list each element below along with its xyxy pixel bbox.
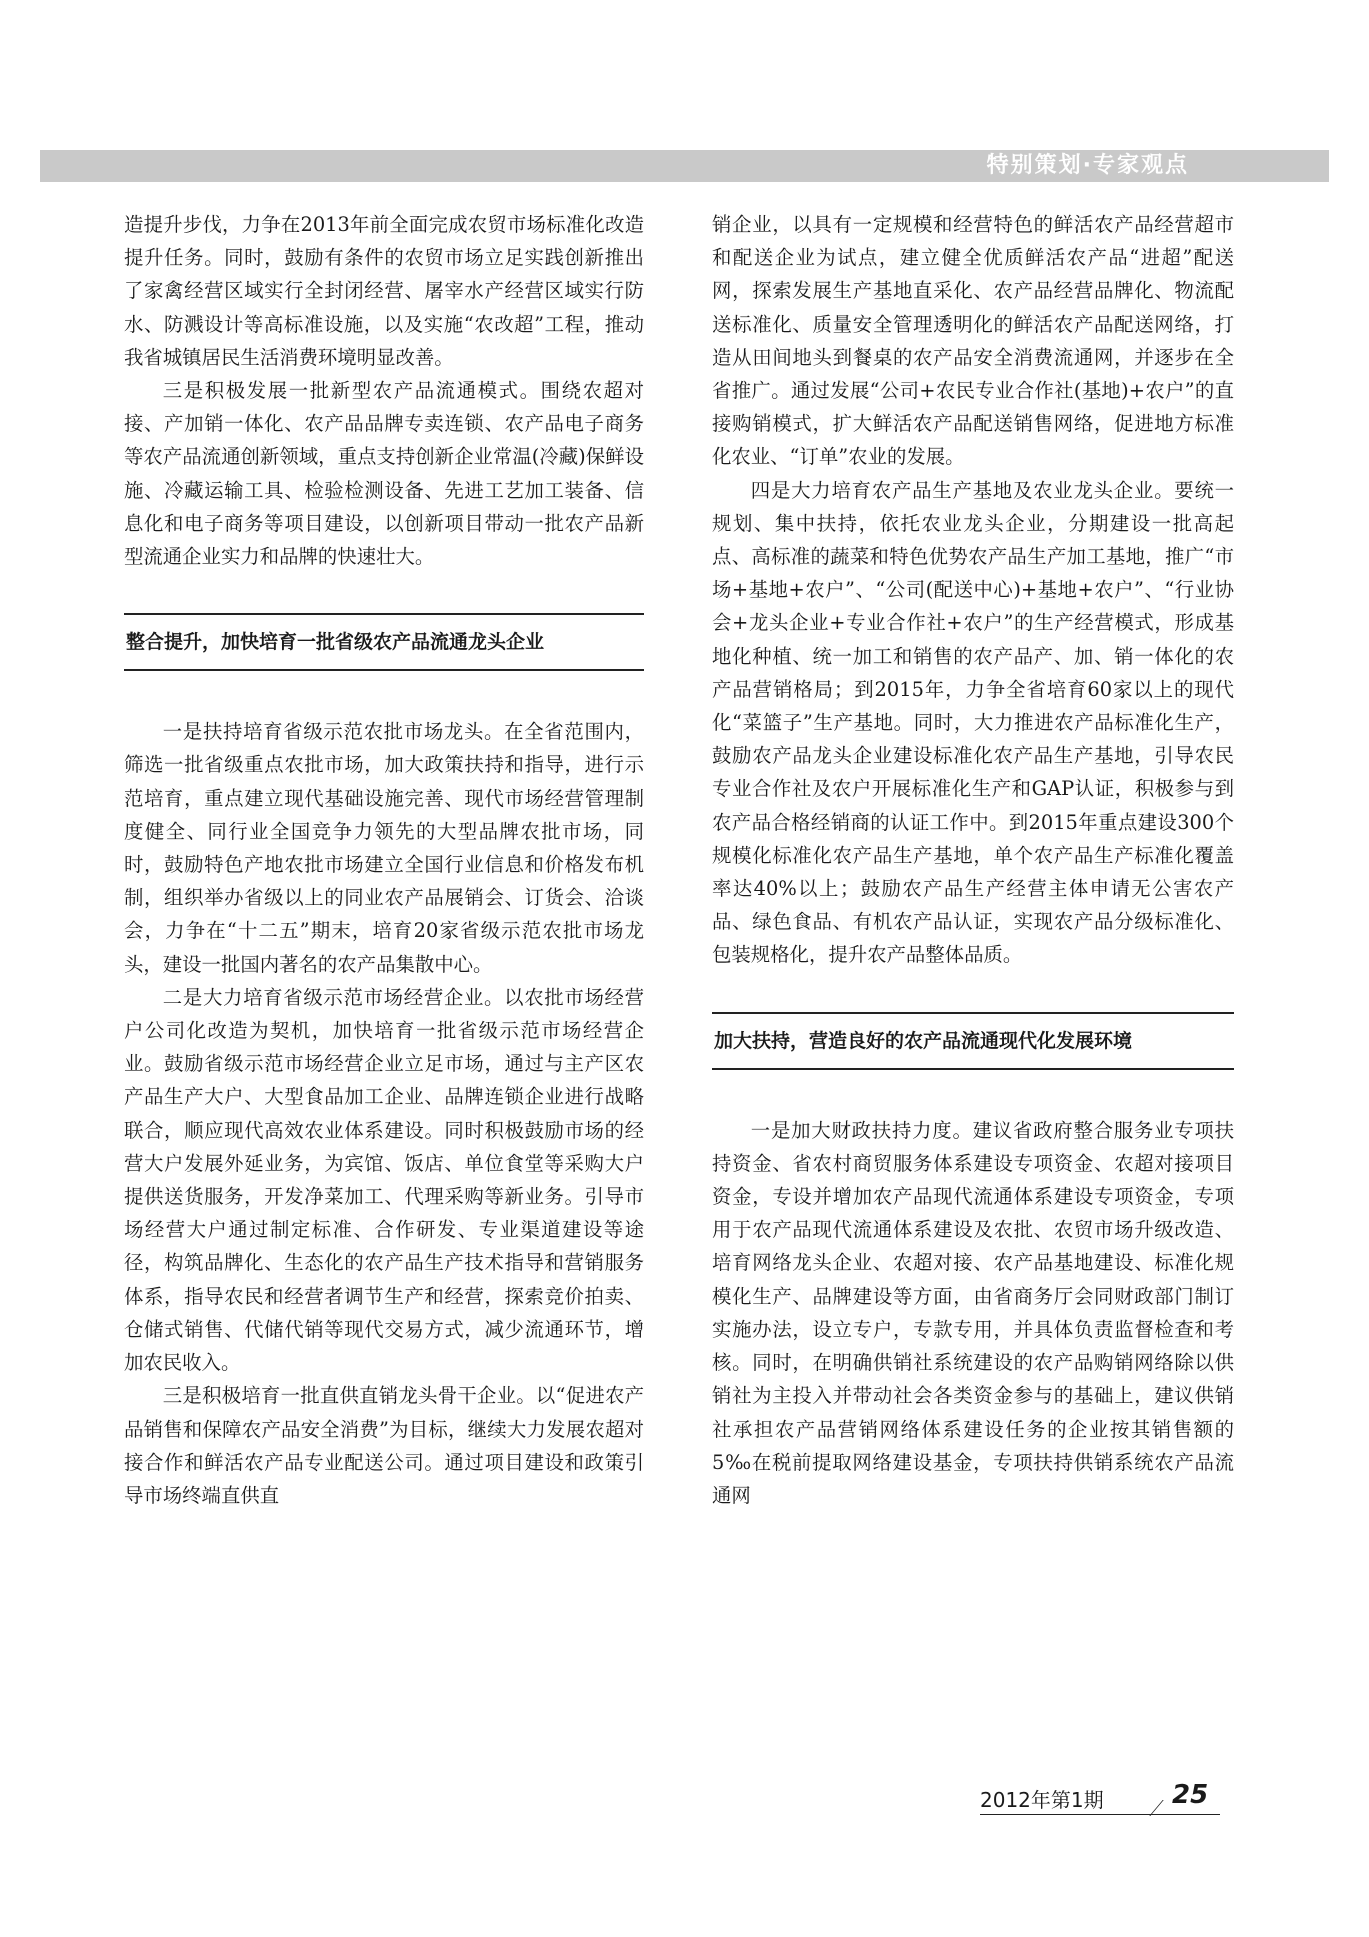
section-heading-support: 加大扶持，营造良好的农产品流通现代化发展环境 bbox=[712, 1012, 1234, 1070]
page-footer bbox=[980, 1780, 1220, 1820]
right-column bbox=[712, 208, 1234, 1512]
left-paragraph-2: 三是积极发展一批新型农产品流通模式。围绕农超对接、产加销一体化、农产品品牌专卖连锁、农产品电子商务等农产品流通创新领域，重点支持创新企业常温(冷藏)保鲜设施、冷藏运输工具、检验检测设备、先进工艺加工装备、信息化和电子商务等项目建设，以创新项目带动一批农产品新型流通企业实力和品牌的快速壮大。 bbox=[124, 379, 644, 569]
left-column bbox=[124, 208, 644, 1512]
left-paragraph-5: 三是积极培育一批直供直销龙头骨干企业。以“促进农产品销售和保障农产品安全消费”为目标，继续大力发展农超对接合作和鲜活农产品专业配送公司。通过项目建设和政策引导市场终端直供直 bbox=[124, 1384, 644, 1507]
issue-label: 2012年第1期 bbox=[980, 1788, 1104, 1812]
right-paragraph-3: 一是加大财政扶持力度。建议省政府整合服务业专项扶持资金、省农村商贸服务体系建设专项资金、农超对接项目资金，专设并增加农产品现代流通体系建设专项资金，专项用于农产品现代流通体系建设及农批、农贸市场升级改造、培育网络龙头企业、农超对接、农产品基地建设、标准化规模化生产、品牌建设等方面，由省商务厅会同财政部门制订实施办法，设立专户，专款专用，并具体负责监督检查和考核。同时，在明确供销社系统建设的农产品购销网络除以供销社为主投入并带动社会各类资金参与的基础上，建议供销社承担农产品营销网络体系建设任务的企业按其销售额的5‰在税前提取网络建设基金，专项扶持供销系统农产品流通网 bbox=[712, 1118, 1234, 1507]
right-paragraph-2: 四是大力培育农产品生产基地及农业龙头企业。要统一规划、集中扶持，依托农业龙头企业，分期建设一批高起点、高标准的蔬菜和特色优势农产品生产加工基地，推广“市场+基地+农户”、“公司(配送中心)+基地+农户”、“行业协会+龙头企业+专业合作社+农户”的生产经营模式，形成基地化种植、统一加工和销售的农产品产、加、销一体化的农产品营销格局；到2015年，力争全省培育60家以上的现代化“菜篮子”生产基地。同时，大力推进农产品标准化生产，鼓励农产品龙头企业建设标准化农产品生产基地，引导农民专业合作社及农户开展标准化生产和GAP认证，积极参与到农产品合格经销商的认证工作中。到2015年重点建设300个规模化标准化农产品生产基地，单个农产品生产标准化覆盖率达40%以上；鼓励农产品生产经营主体申请无公害农产品、绿色食品、有机农产品认证，实现农产品分级标准化、包装规格化，提升农产品整体品质。 bbox=[712, 478, 1234, 967]
section-heading-integrate: 整合提升，加快培育一批省级农产品流通龙头企业 bbox=[124, 613, 644, 671]
page-number: 25 bbox=[1172, 1780, 1209, 1810]
section-title: 特别策划·专家观点 bbox=[986, 153, 1189, 178]
left-paragraph-3: 一是扶持培育省级示范农批市场龙头。在全省范围内，筛选一批省级重点农批市场，加大政策扶持和指导，进行示范培育，重点建立现代基础设施完善、现代市场经营管理制度健全、同行业全国竞争力领先的大型品牌农批市场，同时，鼓励特色产地农批市场建立全国行业信息和价格发布机制，组织举办省级以上的同业农产品展销会、订货会、洽谈会，力争在“十二五”期末，培育20家省级示范农批市场龙头，建设一批国内著名的农产品集散中心。 bbox=[124, 720, 644, 976]
right-paragraph-1: 销企业，以具有一定规模和经营特色的鲜活农产品经营超市和配送企业为试点，建立健全优质鲜活农产品“进超”配送网，探索发展生产基地直采化、农产品经营品牌化、物流配送标准化、质量安全管理透明化的鲜活农产品配送网络，打造从田间地头到餐桌的农产品安全消费流通网，并逐步在全省推广。通过发展“公司+农民专业合作社(基地)+农户”的直接购销模式，扩大鲜活农产品配送销售网络，促进地方标准化农业、“订单”农业的发展。 bbox=[712, 213, 1234, 469]
footer-rule bbox=[980, 1814, 1220, 1815]
section-header-bar bbox=[40, 150, 1329, 182]
left-paragraph-1: 造提升步伐，力争在2013年前全面完成农贸市场标准化改造提升任务。同时，鼓励有条件的农贸市场立足实践创新推出了家禽经营区域实行全封闭经营、屠宰水产经营区域实行防水、防溅设计等高标准设施，以及实施“农改超”工程，推动我省城镇居民生活消费环境明显改善。 bbox=[124, 213, 644, 369]
left-paragraph-4: 二是大力培育省级示范市场经营企业。以农批市场经营户公司化改造为契机，加快培育一批省级示范市场经营企业。鼓励省级示范市场经营企业立足市场，通过与主产区农产品生产大户、大型食品加工企业、品牌连锁企业进行战略联合，顺应现代高效农业体系建设。同时积极鼓励市场的经营大户发展外延业务，为宾馆、饭店、单位食堂等采购大户提供送货服务，开发净菜加工、代理采购等新业务。引导市场经营大户通过制定标准、合作研发、专业渠道建设等途径，构筑品牌化、生态化的农产品生产技术指导和营销服务体系，指导农民和经营者调节生产和经营，探索竞价拍卖、仓储式销售、代储代销等现代交易方式，减少流通环节，增加农民收入。 bbox=[124, 985, 644, 1375]
